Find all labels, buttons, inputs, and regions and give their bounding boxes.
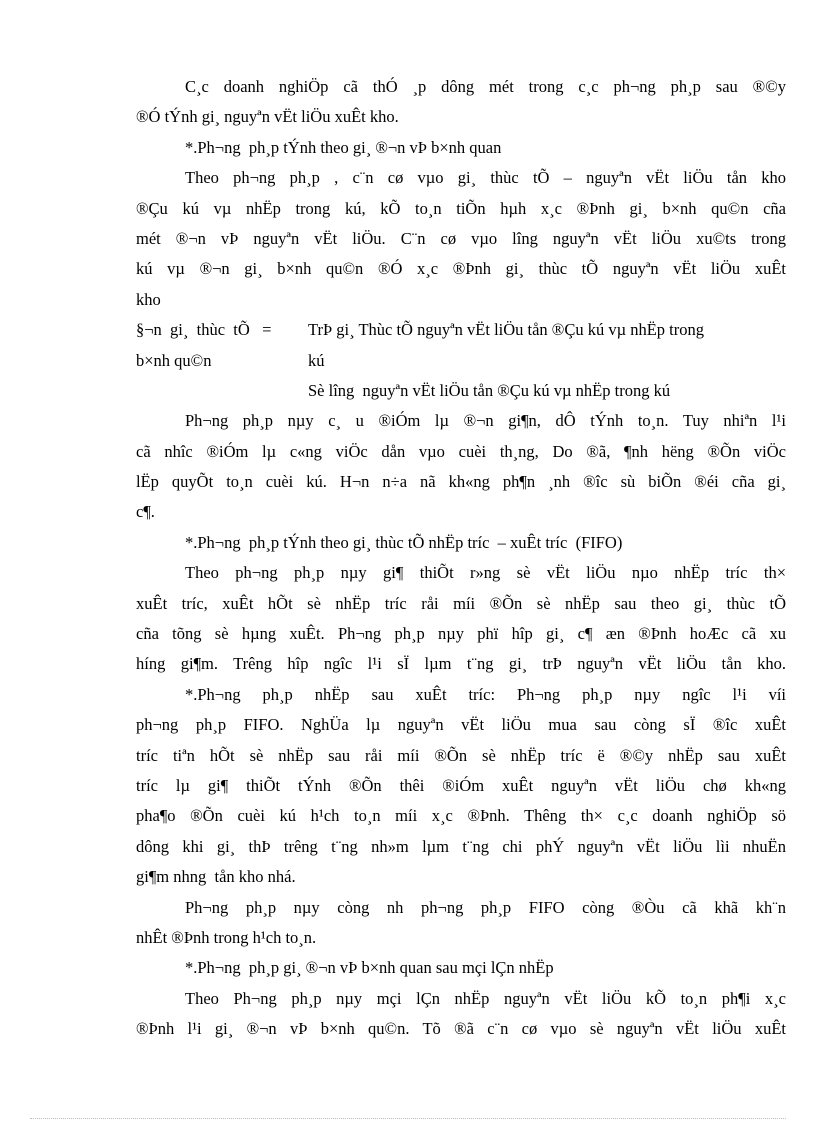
text-line: híng gi¶m. Trêng hîp ngîc l¹i sÏ lµm t¨ng gi¸ trÞ nguyªn vËt liÖu tån kho. [136, 654, 786, 674]
text-line: Theo ph¬ng ph¸p nµy gi¶ thiÕt r»ng sè vËt liÖu nµo nhËp tríc th× [185, 563, 786, 583]
text-line: Theo Ph¬ng ph¸p nµy mçi lÇn nhËp nguyªn vËt liÖu kÕ to¸n ph¶i x¸c [185, 988, 786, 1008]
text-line: ®Þnh l¹i gi¸ ®¬n vÞ b×nh qu©n. Tõ ®ã c¨n cø vµo sè nguyªn vËt liÖu xuÊt [136, 1019, 786, 1039]
text-line: nhÊt ®Þnh trong h¹ch to¸n. [136, 927, 317, 947]
text-line: Ph¬ng ph¸p nµy c¸ u ®iÓm lµ ®¬n gi¶n, dÔ tÝnh to¸n. Tuy nhiªn l¹i [185, 411, 786, 431]
text-line: *.Ph¬ng ph¸p nhËp sau xuÊt tríc: Ph¬ng ph¸p nµy ngîc l¹i víi [185, 684, 786, 704]
text-line: dông khi gi¸ thÞ trêng t¨ng nh»m lµm t¨ng chi phÝ nguyªn vËt liÖu lìi nhuËn [136, 836, 786, 856]
paragraph-block-1 [136, 72, 786, 315]
text-line: kú vµ ®¬n gi¸ b×nh qu©n ®Ó x¸c ®Þnh gi¸ thùc tÕ nguyªn vËt liÖu xuÊt [136, 259, 786, 279]
text-line: gi¶m nhng tån kho nhá. [136, 867, 296, 887]
text-line: tríc tiªn hÕt sè nhËp sau råi míi ®Õn sè nhËp tríc ë ®©y nhËp sau xuÊt [136, 745, 786, 765]
text-line: ®Çu kú vµ nhËp trong kú, kÕ to¸n tiÕn hµh x¸c ®Þnh gi¸ b×nh qu©n cña [136, 198, 786, 218]
formula-numerator-line1: TrÞ gi¸ Thùc tÕ nguyªn vËt liÖu tån ®Çu kú vµ nhËp trong [308, 320, 705, 340]
text-line: ®Ó tÝnh gi¸ nguyªn vËt liÖu xuÊt kho. [136, 107, 399, 127]
text-line: C¸c doanh nghiÖp cã thÓ ¸p dông mét trong c¸c ph¬ng ph¸p sau ®©y [185, 77, 786, 96]
average-price-formula [136, 315, 786, 376]
text-line: mét ®¬n vÞ nguyªn vËt liÖu. C¨n cø vµo lîng nguyªn vËt liÖu xu©ts trong [136, 228, 786, 248]
text-line: Theo ph¬ng ph¸p , c¨n cø vµo gi¸ thùc tÕ – nguyªn vËt liÖu tån kho [185, 168, 786, 188]
formula-label-line1: §¬n gi¸ thùc tÕ = [136, 320, 272, 340]
text-line: lËp quyÕt to¸n cuèi kú. H¬n n÷a nã kh«ng ph¶n ¸nh ®îc sù biÕn ®éi cña gi¸ [136, 472, 786, 492]
text-line: xuÊt tríc, xuÊt hÕt sè nhËp tríc råi míi ®Õn sè nhËp sau theo gi¸ thùc tÕ [136, 593, 786, 613]
text-line: kho [136, 289, 161, 309]
footer-divider [30, 1118, 786, 1119]
formula-numerator-line2: kú [308, 350, 325, 370]
text-line: Ph¬ng ph¸p nµy còng nh ph¬ng ph¸p FIFO còng ®Òu cã khã kh¨n [185, 897, 786, 917]
paragraph-block-2 [136, 406, 786, 1044]
formula-denominator: Sè lîng nguyªn vËt liÖu tån ®Çu kú vµ nhËp trong kú [308, 380, 671, 400]
text-line: cã nhîc ®iÓm lµ c«ng viÖc dån vµo cuèi th¸ng, Do ®ã, ¶nh hëng ®Õn viÖc [136, 441, 786, 461]
text-line: *.Ph¬ng ph¸p tÝnh theo gi¸ thùc tÕ nhËp tríc – xuÊt tríc (FIFO) [185, 532, 623, 552]
text-line: c¶. [136, 502, 155, 522]
document-page [136, 72, 786, 1045]
formula-label-line2: b×nh qu©n [136, 350, 212, 370]
text-line: *.Ph¬ng ph¸p tÝnh theo gi¸ ®¬n vÞ b×nh quan [185, 137, 502, 157]
text-line: *.Ph¬ng ph¸p gi¸ ®¬n vÞ b×nh quan sau mçi lÇn nhËp [185, 958, 554, 978]
text-line: ph¬ng ph¸p FIFO. NghÜa lµ nguyªn vËt liÖu mua sau còng sÏ ®îc xuÊt [136, 715, 786, 735]
text-line: pha¶o ®Õn cuèi kú h¹ch to¸n míi x¸c ®Þnh. Thêng th× c¸c doanh nghiÖp sö [136, 806, 786, 826]
text-line: cña tõng sè hµng xuÊt. Ph¬ng ph¸p nµy phï hîp gi¸ c¶ æn ®Þnh hoÆc cã xu [136, 624, 786, 644]
text-line: tríc lµ gi¶ thiÕt tÝnh ®Õn thêi ®iÓm xuÊt nguyªn vËt liÖu chø kh«ng [136, 776, 786, 795]
